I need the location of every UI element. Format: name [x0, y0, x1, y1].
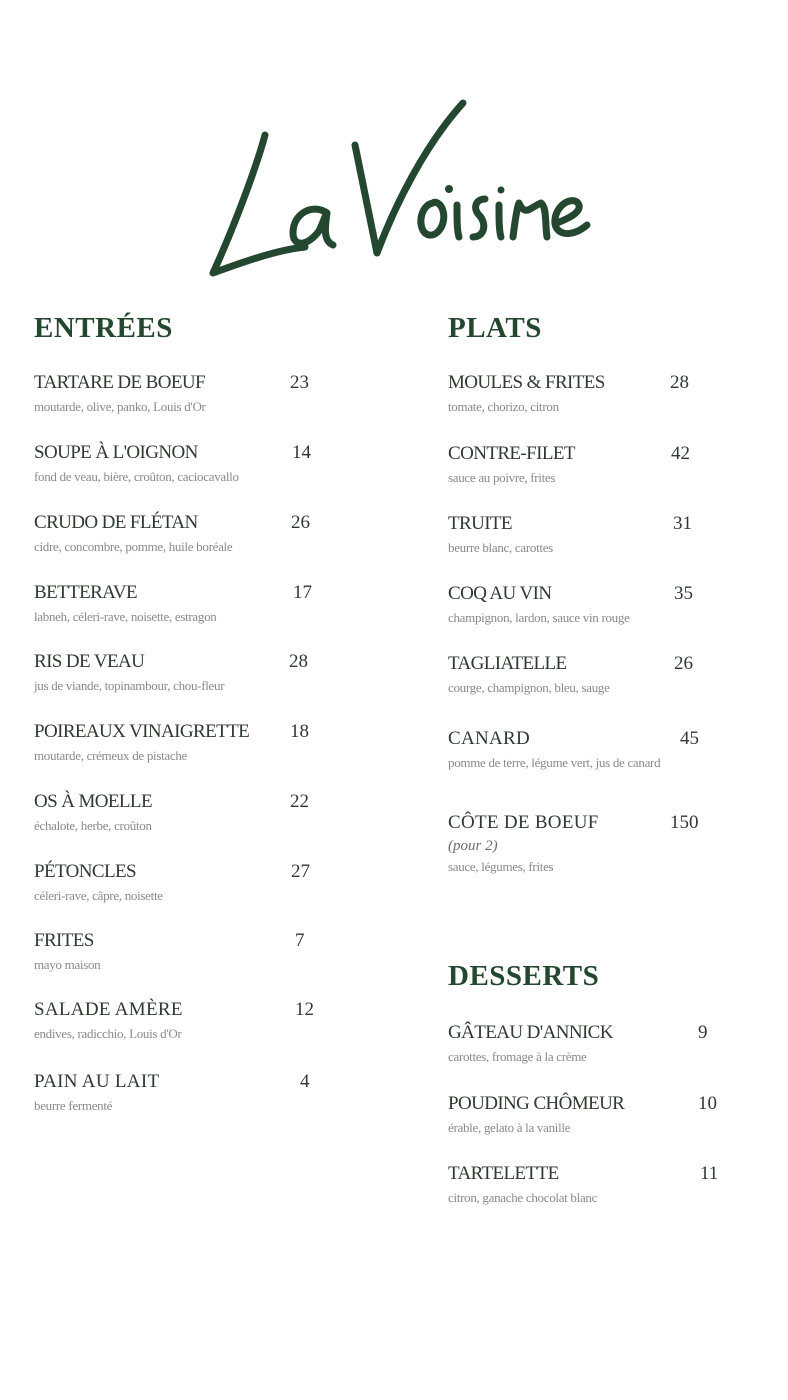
menu-item	[34, 651, 314, 695]
menu-item	[448, 653, 728, 697]
item-price: 31	[673, 513, 692, 534]
item-price: 12	[295, 999, 314, 1020]
item-description: fond de veau, bière, croûton, caciocavallo	[34, 469, 239, 484]
item-price: 27	[291, 861, 310, 882]
item-price: 26	[291, 512, 310, 533]
item-name: CRUDO DE FLÉTAN	[34, 512, 198, 533]
item-description: beurre blanc, carottes	[448, 540, 553, 555]
item-name: TRUITE	[448, 513, 512, 534]
item-description: moutarde, crémeux de pistache	[34, 748, 188, 763]
menu-item	[448, 513, 728, 557]
item-description: champignon, lardon, sauce vin rouge	[448, 610, 630, 625]
item-name: PAIN AU LAIT	[34, 1071, 160, 1092]
item-description: érable, gelato à la vanille	[448, 1120, 571, 1135]
item-description: pomme de terre, légume vert, jus de canard	[448, 755, 661, 770]
item-name: CONTRE-FILET	[448, 443, 575, 464]
item-name: TARTELETTE	[448, 1163, 559, 1184]
menu-item	[34, 372, 314, 416]
desserts-title: DESSERTS	[448, 960, 600, 992]
item-price: 35	[674, 583, 693, 604]
plats-title: PLATS	[448, 312, 542, 344]
item-price: 4	[300, 1071, 310, 1092]
item-description: endives, radicchio, Louis d'Or	[34, 1026, 182, 1041]
menu-item	[448, 1163, 728, 1207]
entrees-section	[34, 310, 334, 1113]
menu-item	[34, 999, 314, 1043]
menu-item	[448, 728, 748, 772]
menu-item	[448, 1093, 728, 1137]
item-price: 45	[680, 728, 699, 749]
restaurant-logo	[195, 95, 595, 285]
item-name: CANARD	[448, 728, 531, 749]
item-name: OS À MOELLE	[34, 791, 152, 812]
item-name: SALADE AMÈRE	[34, 999, 183, 1020]
entrees-title: ENTRÉES	[34, 312, 173, 344]
menu-item	[34, 1071, 314, 1115]
menu-item	[448, 372, 728, 416]
item-name: PÉTONCLES	[34, 861, 136, 882]
item-name: POIREAUX VINAIGRETTE	[34, 721, 250, 742]
menu-item	[34, 582, 314, 626]
item-description: carottes, fromage à la crème	[448, 1049, 587, 1064]
item-name: BETTERAVE	[34, 582, 137, 603]
item-name: POUDING CHÔMEUR	[448, 1093, 625, 1114]
item-price: 11	[700, 1163, 719, 1184]
item-name: TAGLIATELLE	[448, 653, 567, 674]
menu-item	[34, 442, 314, 486]
menu-item	[448, 443, 728, 487]
item-price: 42	[671, 443, 690, 464]
menu-item	[448, 812, 748, 876]
item-description: beurre fermenté	[34, 1098, 113, 1113]
menu-item	[34, 791, 314, 835]
item-price: 10	[698, 1093, 717, 1114]
item-price: 7	[295, 930, 305, 951]
item-description: échalote, herbe, croûton	[34, 818, 152, 833]
menu-item	[448, 583, 728, 627]
item-name: FRITES	[34, 930, 94, 951]
item-description: mayo maison	[34, 957, 101, 972]
menu-item	[34, 861, 314, 905]
item-price: 14	[292, 442, 311, 463]
menu-item	[34, 512, 314, 556]
item-price: 9	[698, 1022, 708, 1043]
item-description: céleri-rave, câpre, noisette	[34, 888, 163, 903]
item-description: moutarde, olive, panko, Louis d'Or	[34, 399, 206, 414]
item-description: tomate, chorizo, citron	[448, 399, 559, 414]
item-price: 150	[670, 812, 699, 833]
item-price: 28	[289, 651, 308, 672]
item-description: citron, ganache chocolat blanc	[448, 1190, 598, 1205]
item-price: 26	[674, 653, 693, 674]
item-description: sauce, légumes, frites	[448, 859, 554, 874]
item-name: CÔTE DE BOEUF	[448, 812, 599, 833]
la-voisine-script-logo-icon	[195, 95, 595, 285]
item-description: sauce au poivre, frites	[448, 470, 556, 485]
item-name: TARTARE DE BOEUF	[34, 372, 205, 393]
item-name: COQ AU VIN	[448, 583, 552, 604]
item-name: GÂTEAU D'ANNICK	[448, 1022, 613, 1043]
desserts-section	[448, 958, 748, 1205]
item-serving-note: (pour 2)	[448, 838, 498, 854]
item-price: 17	[293, 582, 312, 603]
item-price: 22	[290, 791, 309, 812]
menu-item	[34, 930, 314, 974]
menu-item	[34, 721, 314, 765]
item-description: courge, champignon, bleu, sauge	[448, 680, 610, 695]
menu-item	[448, 1022, 728, 1066]
item-name: SOUPE À L'OIGNON	[34, 442, 198, 463]
item-price: 28	[670, 372, 689, 393]
item-description: labneh, céleri-rave, noisette, estragon	[34, 609, 217, 624]
item-price: 23	[290, 372, 309, 393]
item-description: cidre, concombre, pomme, huile boréale	[34, 539, 233, 554]
item-name: MOULES & FRITES	[448, 372, 605, 393]
plats-section	[448, 310, 748, 874]
item-description: jus de viande, topinambour, chou-fleur	[34, 678, 225, 693]
item-name: RIS DE VEAU	[34, 651, 145, 672]
item-price: 18	[290, 721, 309, 742]
